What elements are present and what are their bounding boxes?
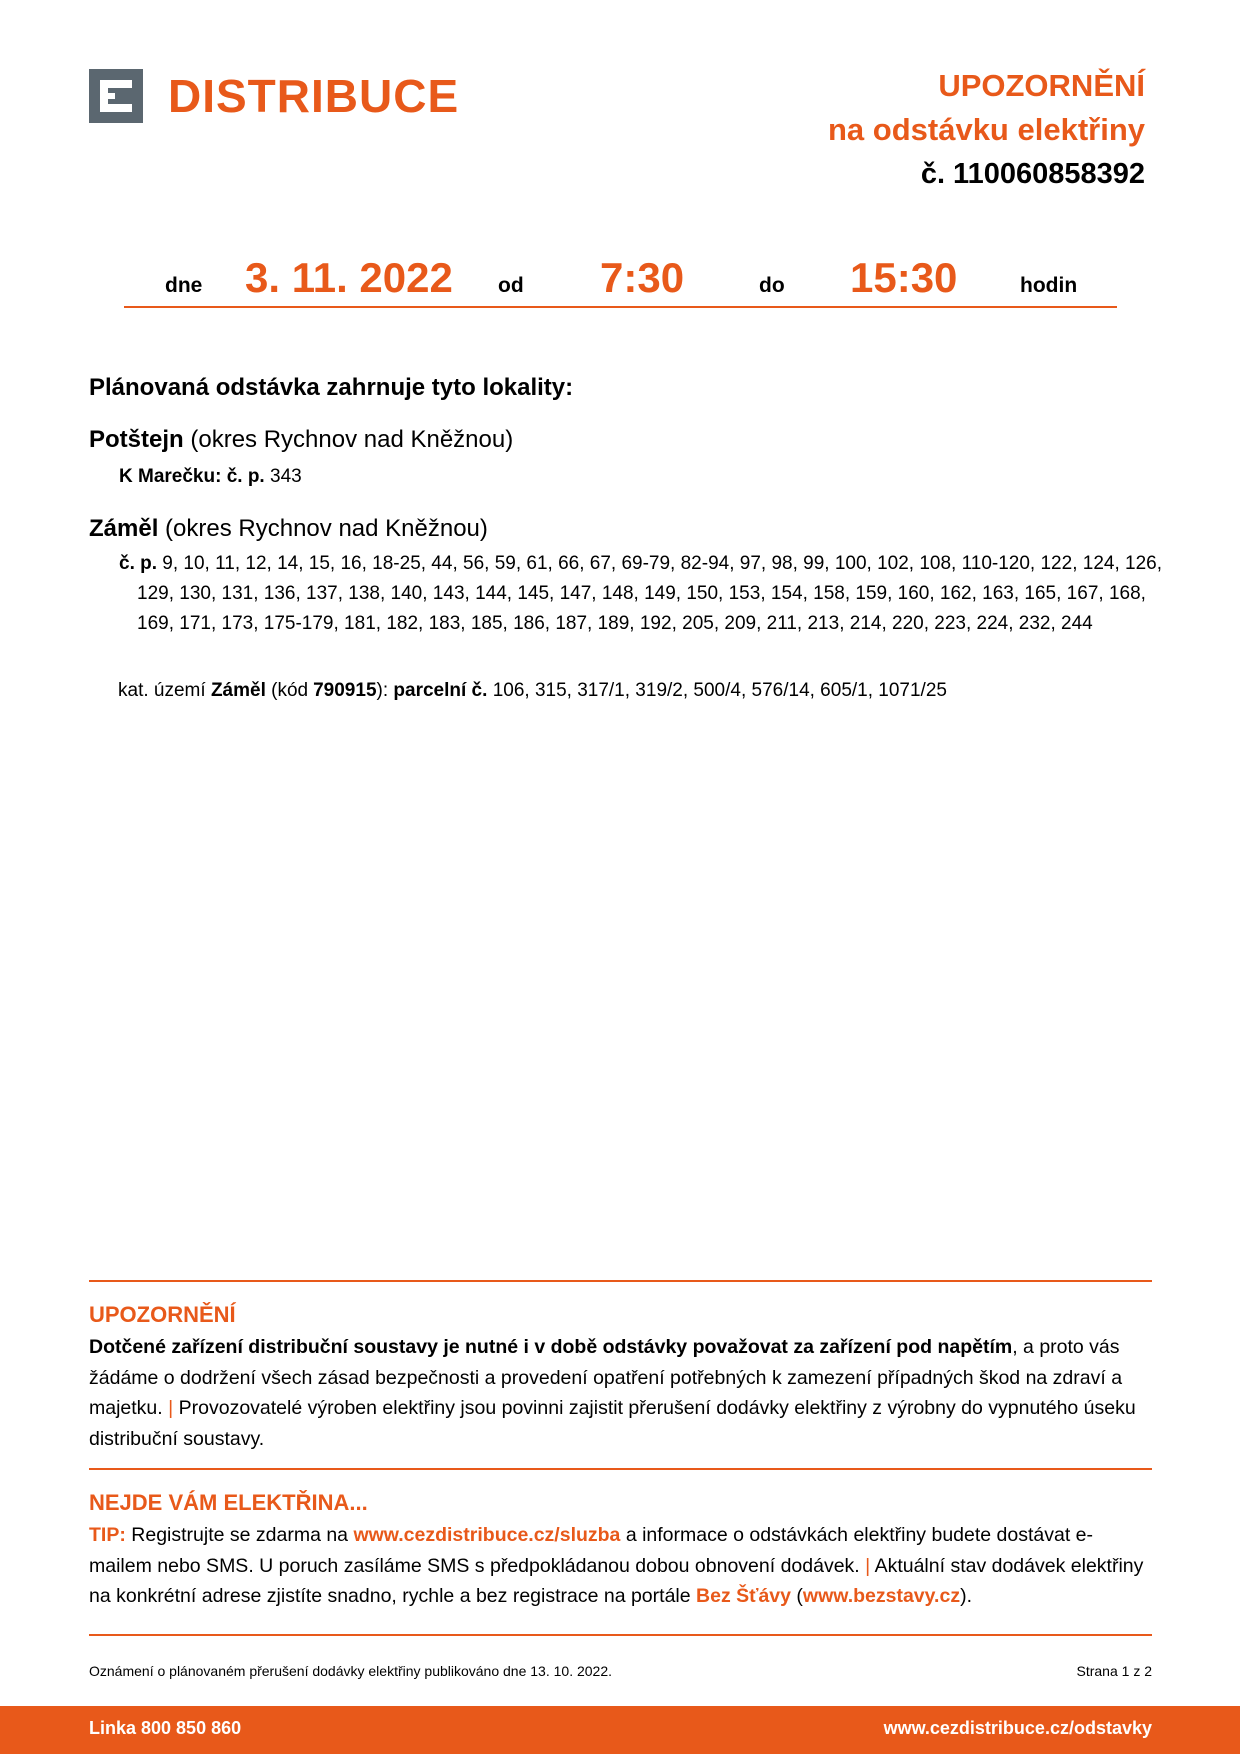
warning-bold: Dotčené zařízení distribuční soustavy je nutné i v době odstávky považovat za zařízení pod napětím xyxy=(89,1336,1013,1358)
notice-title: UPOZORNĚNÍ xyxy=(938,68,1145,103)
hotline[interactable]: Linka 800 850 860 xyxy=(89,1718,242,1738)
registration-link[interactable]: www.cezdistribuce.cz/sluzba xyxy=(353,1524,621,1546)
brand-name: DISTRIBUCE xyxy=(168,70,460,122)
paren-open: ( xyxy=(796,1585,803,1607)
divider xyxy=(89,1280,1152,1282)
warning-text2: Provozovatelé výroben elektřiny jsou povinni zajistit přerušení dodávky elektřiny z výrobny do vypnutého úseku distribuční soustavy. xyxy=(89,1397,1136,1450)
tip-text2: a informace o odstávkách elektřiny budete dostávat e-mailem nebo SMS. U poruch zasíláme SMS s předpokládanou dobou obnovení dodávek. xyxy=(89,1524,1094,1577)
cp-label: č. p. xyxy=(119,553,158,574)
notice-number: č. 110060858392 xyxy=(920,158,1145,190)
house-numbers: 9, 10, 11, 12, 14, 15, 16, 18-25, 44, 56, 59, 61, 66, 67, 69-79, 82-94, 97, 98, 99, 100, 102, 108, 110-120, 122, 124, 126, 129, 130, 131, 136, 137, 138, 140, 143, 144, 145, 147, 148, 149, 150, 153, 154, 158, 159, 160, 162, 163, 165, 167, 168, 169, 171, 173, 175-179, 181, 182, 183, 185, 186, 187, 189, 192, 205, 209, 211, 213, 214, 220, 223, 224, 232, 244 xyxy=(137,553,1162,634)
separator: | xyxy=(865,1554,871,1577)
locality-district: (okres Rychnov nad Kněžnou) xyxy=(190,426,514,453)
locality-name: Záměl xyxy=(89,515,159,542)
tip-text1: Registrujte se zdarma na xyxy=(131,1524,349,1546)
logo-mark-icon xyxy=(89,69,143,123)
parcel-numbers: 106, 315, 317/1, 319/2, 500/4, 576/14, 605/1, 1071/25 xyxy=(492,680,947,701)
localities-intro: Plánovaná odstávka zahrnuje tyto lokality: xyxy=(89,374,574,401)
outages-link[interactable]: www.cezdistribuce.cz/odstavky xyxy=(883,1718,1152,1738)
notice-subtitle: na odstávku elektřiny xyxy=(827,112,1145,147)
tip-text3: Aktuální stav dodávek elektřiny na konkrétní adrese zjistíte snadno, rychle a bez registrace na portále xyxy=(89,1554,1144,1607)
warning-text1: , a proto vás žádáme o dodržení všech zásad bezpečnosti a provedení opatření potřebných k zamezení případných škod na zdraví a majetku. xyxy=(89,1336,1123,1419)
label-hours: hodin xyxy=(1020,274,1078,297)
kat-code-close: ): xyxy=(376,680,389,701)
outage-time-row xyxy=(124,250,1117,308)
outage-date: 3. 11. 2022 xyxy=(245,254,453,301)
portal-name: Bez Šťávy xyxy=(696,1585,791,1607)
separator: | xyxy=(168,1397,174,1419)
page-number: Strana 1 z 2 xyxy=(1076,1663,1152,1679)
locality-zamel xyxy=(89,515,488,543)
locality-potstejn xyxy=(89,426,513,454)
bezstavy-link[interactable]: www.bezstavy.cz xyxy=(802,1585,961,1607)
potstejn-street-line xyxy=(119,462,302,492)
published-note: Oznámení o plánovaném přerušení dodávky elektřiny publikováno dne 13. 10. 2022. xyxy=(89,1663,613,1679)
kat-code: 790915 xyxy=(313,680,377,701)
label-day: dne xyxy=(165,274,203,297)
label-from: od xyxy=(498,274,524,297)
house-numbers: 343 xyxy=(270,466,302,487)
no-power-text xyxy=(89,1520,1153,1612)
tip-label: TIP: xyxy=(89,1524,126,1546)
time-from: 7:30 xyxy=(600,254,685,301)
divider xyxy=(89,1634,1152,1636)
parcel-label: parcelní č. xyxy=(393,680,488,701)
kat-name: Záměl xyxy=(210,680,266,701)
kat-code-open: (kód xyxy=(271,680,309,701)
warning-text xyxy=(89,1332,1153,1454)
warning-title: UPOZORNĚNÍ xyxy=(89,1302,236,1327)
divider xyxy=(89,1468,1152,1470)
locality-name: Potštejn xyxy=(89,426,184,453)
no-power-title: NEJDE VÁM ELEKTŘINA... xyxy=(89,1490,368,1515)
street-name: K Marečku: xyxy=(119,466,222,487)
notice-heading xyxy=(828,64,1145,196)
cp-label: č. p. xyxy=(226,466,265,487)
label-to: do xyxy=(759,274,785,297)
kat-prefix: kat. území xyxy=(118,680,206,701)
zamel-house-numbers xyxy=(119,549,1171,639)
paren-close: ). xyxy=(960,1585,972,1607)
zamel-cadastral-line xyxy=(118,676,947,706)
time-to: 15:30 xyxy=(850,254,958,301)
locality-district: (okres Rychnov nad Kněžnou) xyxy=(165,515,488,542)
